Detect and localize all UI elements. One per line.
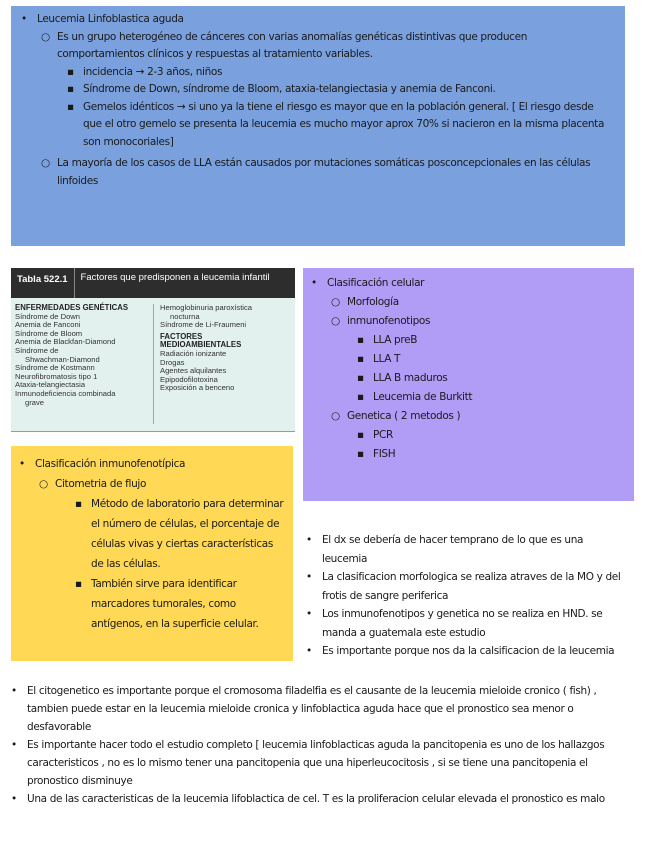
- note-text: Es importante porque nos da la calsificacion de la leucemia: [322, 645, 615, 657]
- bullet-circle: ○: [331, 410, 340, 422]
- table-title: Factores que predisponen a leucemia infantil: [80, 272, 270, 283]
- table-cell: grave: [25, 397, 44, 407]
- note-title: Clasificación inmunofenotípica: [35, 458, 186, 470]
- bullet-square: ▪: [357, 334, 364, 346]
- note-text: El citogenetico es importante porque el cromosoma filadelfia es el causante de la leucemia mieloide cronico ( fish) , tambien puede estar en la leucemia mieloide cronica y linfoblactica aguda hace que el pronostico sea menor o desfavorable: [27, 685, 597, 733]
- bullet-square: ▪: [75, 498, 82, 510]
- bullet-dot: •: [19, 458, 25, 470]
- bullet-item: [19, 494, 285, 574]
- table-column-other: [154, 304, 270, 424]
- note-text: incidencia → 2-3 años, niños: [83, 65, 223, 78]
- bullet-circle: ○: [331, 315, 340, 327]
- note-text: La clasificacion morfologica se realiza atraves de la MO y del frotis de sangre periferica: [322, 571, 621, 602]
- bullet-item: [19, 474, 285, 494]
- table-cell: Anemia de Fanconi: [15, 320, 81, 330]
- table-cell: Exposición a benceno: [160, 383, 235, 393]
- column-header: FACTORES MEDIOAMBIENTALES: [160, 331, 242, 350]
- note-text: Genetica ( 2 metodos ): [347, 410, 461, 422]
- bullet-item: [306, 605, 624, 642]
- bullet-dot: •: [11, 739, 17, 751]
- clasificacion-celular-note: [303, 268, 634, 501]
- bullet-square: ▪: [357, 391, 364, 403]
- bullet-square: ▪: [75, 578, 82, 590]
- note-text: Síndrome de Down, síndrome de Bloom, ataxia-telangiectasia y anemia de Fanconi.: [83, 83, 496, 95]
- bullet-dot: •: [306, 571, 312, 583]
- table-header: [11, 268, 295, 298]
- table-cell: Inmunodeficiencia combinada: [15, 388, 116, 398]
- bullet-dot: •: [311, 277, 317, 289]
- note-text: Método de laboratorio para determinar el número de células, el porcentaje de células vivas y ciertas características de las células.: [91, 498, 284, 570]
- bullet-item: [21, 11, 615, 29]
- bullet-square: ▪: [67, 65, 74, 78]
- table-cell: Shwachman-Diamond: [25, 354, 100, 364]
- bullet-dot: •: [11, 793, 17, 805]
- bullet-item: [311, 445, 624, 464]
- bullet-item: [11, 736, 631, 790]
- bullet-item: [21, 29, 615, 64]
- bullet-dot: •: [21, 13, 27, 25]
- bullet-item: [19, 574, 285, 634]
- note-text: LLA T: [373, 353, 401, 365]
- bullet-item: [311, 274, 624, 293]
- note-text: LLA B maduros: [373, 372, 448, 384]
- table-cell: Síndrome de Kostmann: [15, 363, 95, 373]
- bullet-circle: ○: [331, 296, 340, 308]
- table-number: Tabla 522.1: [11, 268, 75, 298]
- bullet-item: [19, 454, 285, 474]
- bullet-dot: •: [306, 645, 312, 657]
- bullet-item: [311, 369, 624, 388]
- bullet-square: ▪: [67, 100, 74, 113]
- note-title: Clasificación celular: [327, 277, 425, 289]
- bullet-item: [311, 350, 624, 369]
- bullet-dot: •: [306, 608, 312, 620]
- clasificacion-inmunofenotipica-note: [11, 446, 293, 661]
- note-title: Leucemia Linfoblastica aguda: [37, 13, 184, 25]
- leucemia-overview-note: [11, 6, 625, 246]
- note-text: La mayoría de los casos de LLA están causados por mutaciones somáticas posconcepcionales en las células linfoides: [57, 157, 591, 187]
- note-text: Es un grupo heterogéneo de cánceres con varias anomalías genéticas distintivas que producen comportamientos clínicos y respuestas al tratamiento variables.: [57, 30, 528, 60]
- table-cell: Neurofibromatosis tipo 1: [15, 371, 98, 381]
- bullet-circle: ○: [41, 157, 50, 169]
- note-text: Citometria de flujo: [55, 478, 147, 490]
- bullet-square: ▪: [357, 372, 364, 384]
- bullet-square: ▪: [357, 448, 364, 460]
- note-text: El dx se debería de hacer temprano de lo que es una leucemia: [322, 534, 584, 565]
- table-cell: Agentes alquilantes: [160, 366, 227, 376]
- bullet-item: [311, 426, 624, 445]
- bullet-item: [311, 331, 624, 350]
- bullet-item: [21, 64, 615, 82]
- bullet-dot: •: [11, 685, 17, 697]
- note-text: inmunofenotipos: [347, 315, 431, 327]
- note-text: Una de las caracteristicas de la leucemia lifoblactica de cel. T es la proliferacion celular elevada el pronostico es malo: [27, 793, 605, 805]
- table-body: [11, 298, 295, 424]
- table-cell: Síndrome de Li-Fraumeni: [160, 320, 247, 330]
- prognosis-notes: [11, 682, 631, 808]
- note-text: Leucemia de Burkitt: [373, 391, 473, 403]
- table-cell: Anemia de Blackfan-Diamond: [15, 337, 116, 347]
- note-text: También sirve para identificar marcadores tumorales, como antígenos, en la superficie celular.: [91, 578, 259, 630]
- note-text: Los inmunofenotipos y genetica no se realiza en HND. se manda a guatemala este estudio: [322, 608, 603, 639]
- table-cell: Radiación ionizante: [160, 348, 227, 358]
- bullet-item: [311, 312, 624, 331]
- risk-factors-table: [11, 268, 295, 432]
- diagnosis-notes: [306, 531, 624, 661]
- bullet-item: [306, 531, 624, 568]
- bullet-square: ▪: [357, 353, 364, 365]
- bullet-square: ▪: [67, 83, 74, 95]
- table-cell: Síndrome de: [15, 345, 59, 355]
- note-text: Es importante hacer todo el estudio completo [ leucemia linfoblacticas aguda la pancitopenia es uno de los hallazgos caracteristicos , no es lo mismo tener una pancitopenia que una hiperleucocitosis , si se tiene una pancitopenia el pronostico disminuye: [27, 739, 605, 787]
- table-cell: Síndrome de Down: [15, 311, 81, 321]
- bullet-item: [21, 81, 615, 99]
- bullet-dot: •: [306, 534, 312, 546]
- bullet-item: [311, 388, 624, 407]
- bullet-item: [311, 407, 624, 426]
- bullet-item: [306, 568, 624, 605]
- note-text: PCR: [373, 429, 393, 441]
- note-text: Gemelos idénticos → si uno ya la tiene el riesgo es mayor que en la población general. [ El riesgo desde que el otro gemelo se presenta la leucemia es mucho mayor aprox 70% si nacieron en la misma placenta son monocoriales]: [83, 100, 605, 148]
- table-cell: Hemoglobinuria paroxística: [160, 303, 253, 312]
- table-cell: Epipodofilotoxina: [160, 374, 218, 384]
- column-header: ENFERMEDADES GENÉTICAS: [15, 303, 129, 312]
- table-cell: Ataxia-telangiectasia: [15, 380, 86, 390]
- table-cell: Drogas: [160, 357, 185, 367]
- bullet-item: [21, 155, 615, 190]
- note-text: FISH: [373, 448, 396, 460]
- table-cell: nocturna: [170, 311, 200, 321]
- note-text: Morfología: [347, 296, 399, 308]
- bullet-square: ▪: [357, 429, 364, 441]
- bullet-item: [11, 790, 631, 808]
- bullet-circle: ○: [41, 30, 50, 43]
- bullet-item: [311, 293, 624, 312]
- note-text: LLA preB: [373, 334, 418, 346]
- bullet-item: [306, 642, 624, 661]
- table-column-genetic: [11, 304, 154, 424]
- bullet-circle: ○: [39, 478, 48, 490]
- bullet-item: [21, 99, 615, 152]
- table-cell: Síndrome de Bloom: [15, 328, 83, 338]
- bullet-item: [11, 682, 631, 736]
